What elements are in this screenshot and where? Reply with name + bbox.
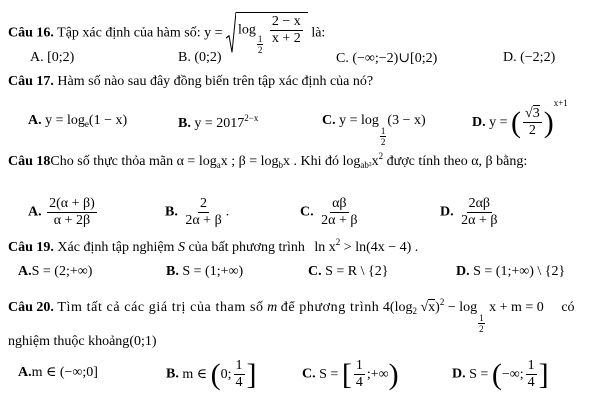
q17-option-b[interactable]: B. $y = 2017^{2-x}$: [178, 113, 259, 131]
q17-option-a[interactable]: A. $y = \log_e(1 - x)$: [28, 113, 128, 129]
q16-sqrt: log $\frac{1}{2}$ $\frac{2 - x}{x + 2}$: [226, 12, 308, 55]
q19-text: Xác định tập nghiệm: [57, 240, 175, 255]
q20-option-c[interactable]: C. S = [ $\frac{1}{4}$ ;+∞): [302, 357, 399, 391]
q17-label: Câu 17.: [8, 74, 54, 89]
q19-inequality: $\ln x^2 > \ln(4x - 4)$ .: [314, 237, 419, 255]
q17-line: [8, 75, 373, 89]
q17-text: Hàm số nào sau đây đồng biến trên tập xác định của nó?: [57, 74, 374, 89]
q20-text2: để phương trình: [280, 300, 380, 315]
q16-y: y =: [204, 25, 223, 41]
q20-param: m: [267, 300, 278, 315]
q19-option-b[interactable]: B. S = (1;+∞): [166, 264, 244, 279]
q17-option-d[interactable]: D. y = ( $\frac{√3}{2}$ )$^{x+1}$: [472, 98, 568, 139]
q16-option-c[interactable]: C. (−∞;−2)∪[0;2): [336, 51, 438, 66]
q16-line: [8, 12, 325, 55]
q18-label: Câu 18: [8, 154, 51, 169]
q16-label: Câu 16.: [8, 25, 54, 41]
q19-option-c[interactable]: C. S = R \ {2}: [308, 264, 389, 279]
q19-text2: của bất phương trình: [188, 240, 305, 255]
q16-option-d[interactable]: D. (−2;2): [503, 50, 556, 65]
q20-text: Tìm tất cả các giá trị của tham số: [57, 300, 264, 315]
q17-option-c[interactable]: C. y = log $\frac{1}{2}$ (3 − x): [322, 113, 426, 147]
q20-equation: $4(\log_2$ √x)$^2$ − log $\frac{1}{2}$ x + m = 0: [382, 297, 544, 334]
q18-option-b[interactable]: B. $\frac{2}{2\alpha + \beta}$ .: [165, 196, 230, 228]
q16-option-a[interactable]: A. [0;2): [30, 50, 75, 65]
q18-option-d[interactable]: D. $\frac{2\alpha\beta}{2\alpha + \beta}$: [440, 196, 498, 228]
q19-option-a[interactable]: A.S = (2;+∞): [18, 264, 93, 279]
q16-tail: là:: [311, 25, 326, 41]
q19-set: S: [177, 240, 185, 255]
q19-label: Câu 19.: [8, 240, 54, 255]
q16-fraction: $\frac{2 - x}{x + 2}$: [271, 14, 301, 46]
q16-text: Tập xác định của hàm số:: [57, 25, 201, 41]
q20-option-a[interactable]: A.m ∈ (−∞;0]: [18, 365, 98, 380]
q18-text-c: được tính theo α, β bằng:: [386, 154, 528, 169]
q20-tail: có: [561, 300, 575, 315]
q19-option-d[interactable]: D. S = (1;+∞) \ {2}: [456, 264, 566, 279]
q18-option-c[interactable]: C. $\frac{\alpha\beta}{2\alpha + \beta}$: [300, 196, 358, 228]
q18-text-a: Cho số thực thỏa mãn: [50, 154, 174, 169]
q19-line: [8, 238, 418, 255]
q18-line: Câu 18Cho số thực thỏa mãn $\alpha = \log_ax$ ; $\beta = \log_bx$ . Khi đó $\log_{ab^2}x^2$ được tính theo α, β bằng:: [8, 151, 528, 170]
q18-option-a[interactable]: A. $\frac{2(\alpha + \beta)}{\alpha + 2\beta}$: [28, 196, 95, 228]
q20-line: [8, 298, 575, 334]
q16-log-base: $\frac{1}{2}$: [257, 33, 263, 55]
q20-option-b[interactable]: B. m ∈ (0; $\frac{1}{4}$ ]: [166, 357, 257, 391]
q16-option-b[interactable]: B. (0;2): [178, 50, 222, 65]
q18-text-b: Khi đó: [300, 154, 340, 169]
q20-option-d[interactable]: D. S = (−∞; $\frac{1}{4}$ ]: [452, 357, 549, 391]
q20-label: Câu 20.: [8, 300, 54, 315]
q20-line2: nghiệm thuộc khoảng(0;1): [8, 334, 157, 349]
